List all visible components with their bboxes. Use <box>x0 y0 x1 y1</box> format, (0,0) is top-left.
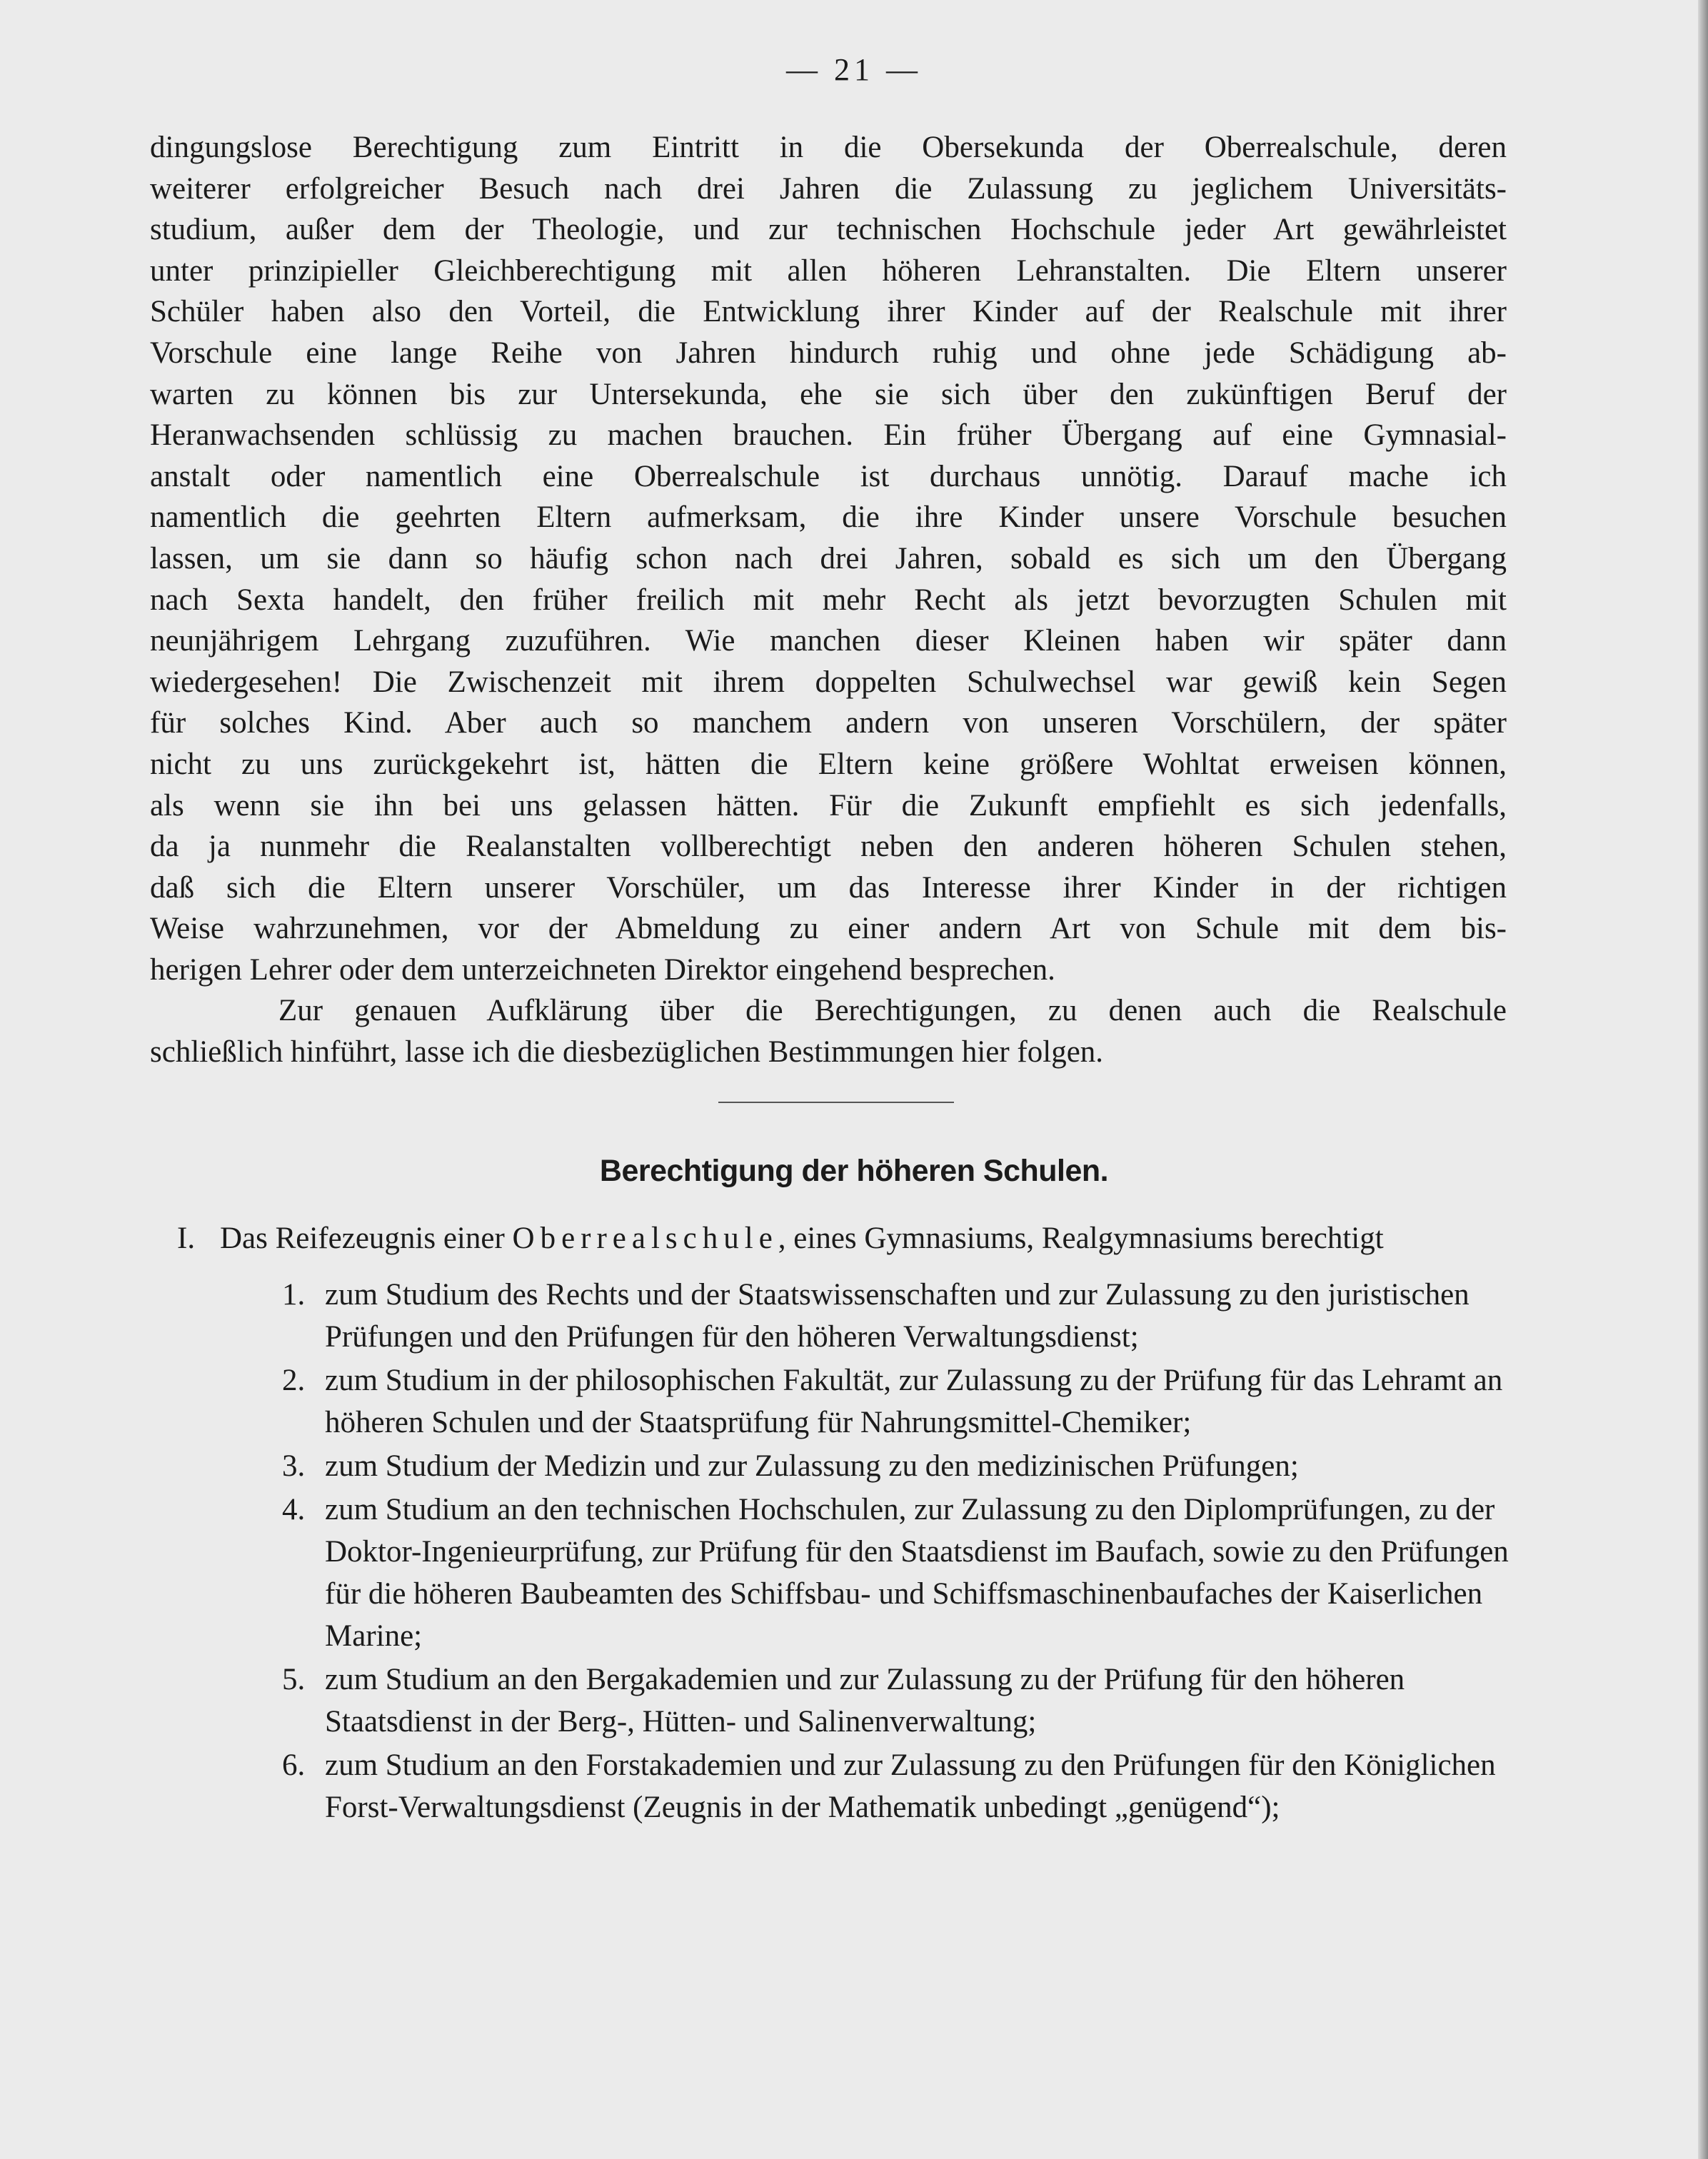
list-item-number: 3. <box>282 1449 306 1483</box>
text-line: als wenn sie ihn bei uns gelassen hätten. Für die Zukunft empfiehlt es sich jedenfalls, <box>150 788 1507 822</box>
text-line: Weise wahrzunehmen, vor der Abmeldung zu einer andern Art von Schule mit dem bis- <box>150 912 1507 946</box>
text-line: lassen, um sie dann so häufig schon nach drei Jahren, sobald es sich um den Übergang <box>150 541 1507 575</box>
text-line: dingungslose Berechtigung zum Eintritt in die Obersekunda der Oberrealschule, deren <box>150 131 1507 164</box>
list-item <box>282 1744 1514 1828</box>
text-line: Vorschule eine lange Reihe von Jahren hindurch ruhig und ohne jede Schädigung ab- <box>150 336 1507 370</box>
text-line: weiterer erfolgreicher Besuch nach drei Jahren die Zulassung zu jeglichem Universitäts- <box>150 171 1507 206</box>
text-line: unter prinzipieller Gleichberechtigung mit allen höheren Lehranstalten. Die Eltern unserer <box>150 253 1507 288</box>
intro-text-spaced: Oberrealschule <box>512 1222 778 1255</box>
list-item <box>282 1274 1514 1358</box>
list-item-number: 6. <box>282 1748 306 1782</box>
text-line: Zur genauen Aufklärung über die Berechtigungen, zu denen auch die Realschule <box>278 994 1507 1028</box>
intro-text-after: , eines Gymnasiums, Realgymnasiums berechtigt <box>778 1222 1384 1255</box>
body-text <box>150 127 1507 1073</box>
text-line: nicht zu uns zurückgekehrt ist, hätten die Eltern keine größere Wohltat erweisen können, <box>150 747 1507 781</box>
text-line: da ja nunmehr die Realanstalten vollberechtigt neben den anderen höheren Schulen stehen, <box>150 830 1507 864</box>
list-item-text: zum Studium an den technischen Hochschulen, zur Zulassung zu den Diplomprüfungen, zu der Doktor-Ingenieurprüfung, zur Prüfung für den Staatsdienst im Baufach, sowie zu den Prüfungen für die höheren Baubeamten des Schiffsbau- und Schiffsmaschinenbaufaches der Kaiserlichen Marine; <box>325 1493 1509 1653</box>
list-item <box>282 1359 1514 1444</box>
section-heading: Berechtigung der höheren Schulen. <box>599 1154 1109 1188</box>
text-line: anstalt oder namentlich eine Oberrealschule ist durchaus unnötig. Darauf mache ich <box>150 459 1507 493</box>
list-item <box>282 1659 1514 1743</box>
list-item-number: 2. <box>282 1364 306 1397</box>
text-line: namentlich die geehrten Eltern aufmerksam, die ihre Kinder unsere Vorschule besuchen <box>150 500 1507 535</box>
text-line: Heranwachsenden schlüssig zu machen brauchen. Ein früher Übergang auf eine Gymnasial- <box>150 418 1507 453</box>
list-item-number: 1. <box>282 1278 306 1312</box>
roman-numeral: I. <box>177 1222 196 1255</box>
section-intro <box>177 1218 1512 1259</box>
page-number: — 21 — <box>786 52 922 87</box>
text-line: studium, außer dem der Theologie, und zur technischen Hochschule jeder Art gewährleistet <box>150 213 1507 247</box>
text-line: wiedergesehen! Die Zwischenzeit mit ihrem doppelten Schulwechsel war gewiß kein Segen <box>150 665 1507 699</box>
text-line: daß sich die Eltern unserer Vorschüler, um das Interesse ihrer Kinder in der richtigen <box>150 870 1507 905</box>
list-item-number: 4. <box>282 1493 306 1526</box>
text-line: nach Sexta handelt, den früher freilich mit mehr Recht als jetzt bevorzugten Schulen mit <box>150 583 1507 617</box>
intro-text-before: Das Reifezeugnis einer <box>220 1222 513 1255</box>
text-line: Schüler haben also den Vorteil, die Entwicklung ihrer Kinder auf der Realschule mit ihrer <box>150 295 1507 329</box>
text-line: für solches Kind. Aber auch so manchem andern von unseren Vorschülern, der später <box>150 706 1507 740</box>
list-item-text: zum Studium in der philosophischen Fakultät, zur Zulassung zu der Prüfung für das Lehramt an höheren Schulen und der Staatsprüfung für Nahrungsmittel-Chemiker; <box>325 1364 1503 1439</box>
list-item <box>282 1445 1514 1487</box>
text-line: neunjährigem Lehrgang zuzuführen. Wie manchen dieser Kleinen haben wir später dann <box>150 624 1507 658</box>
list-item-text: zum Studium des Rechts und der Staatswissenschaften und zur Zulassung zu den juristischen Prüfungen und den Prüfungen für den höheren Verwaltungsdienst; <box>325 1278 1470 1354</box>
entitlements-list <box>282 1274 1514 1830</box>
list-item-number: 5. <box>282 1663 306 1696</box>
list-item <box>282 1489 1514 1657</box>
text-line: herigen Lehrer oder dem unterzeichneten Direktor eingehend besprechen. <box>150 952 1055 987</box>
text-line: warten zu können bis zur Untersekunda, ehe sie sich über den zukünftigen Beruf der <box>150 377 1507 411</box>
list-item-text: zum Studium der Medizin und zur Zulassung zu den medizinischen Prüfungen; <box>325 1449 1299 1483</box>
section-divider <box>718 1102 954 1103</box>
text-line: schließlich hinführt, lasse ich die diesbezüglichen Bestimmungen hier folgen. <box>150 1035 1104 1070</box>
list-item-text: zum Studium an den Bergakademien und zur Zulassung zu der Prüfung für den höheren Staatsdienst in der Berg-, Hütten- und Salinenverwaltung; <box>325 1663 1405 1738</box>
page-edge-shadow <box>1698 0 1708 2159</box>
list-item-text: zum Studium an den Forstakademien und zur Zulassung zu den Prüfungen für den Königlichen Forst-Verwaltungsdienst (Zeugnis in der Mathematik unbedingt „genügend“); <box>325 1748 1496 1824</box>
